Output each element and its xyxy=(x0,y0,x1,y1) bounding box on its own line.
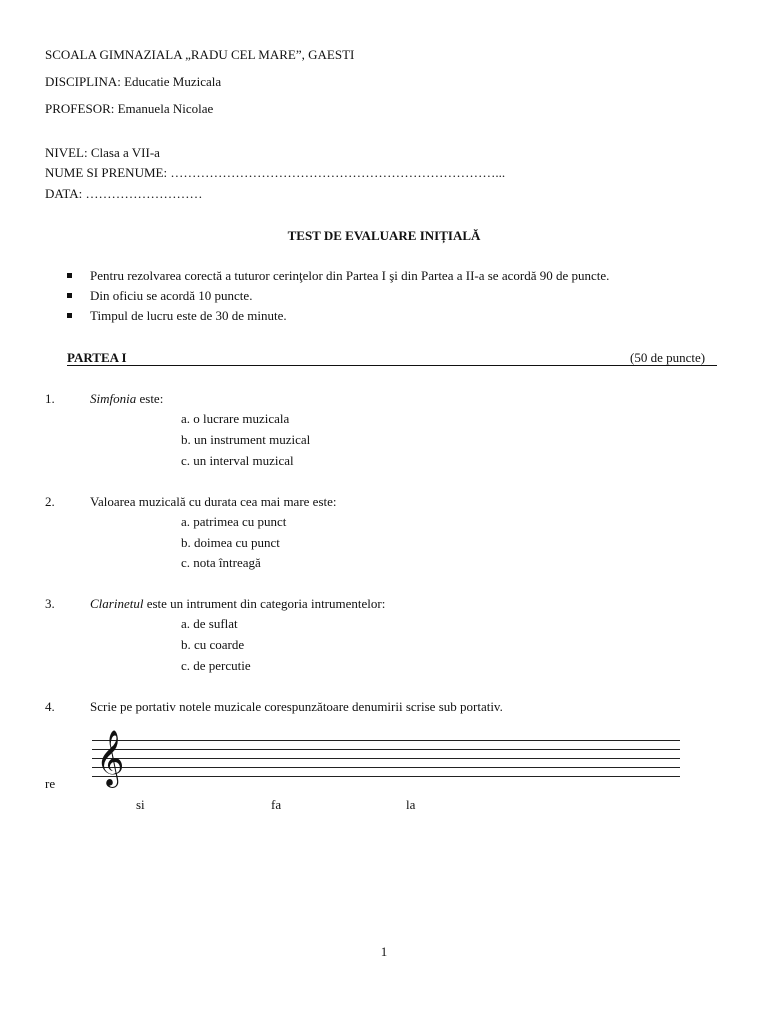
note-name: la xyxy=(406,797,416,812)
question-text: Scrie pe portativ notele muzicale corespunzătoare denumirii scrise sub portativ. xyxy=(90,699,503,714)
question-text: Simfonia este: xyxy=(90,391,164,406)
staff-line xyxy=(92,740,680,741)
instruction-item: Din oficiu se acordă 10 puncte. xyxy=(67,288,609,308)
note-name: si xyxy=(136,797,145,812)
question-emphasis: Clarinetul xyxy=(90,596,144,611)
answer-option: b. cu coarde xyxy=(181,637,245,652)
instruction-item: Pentru rezolvarea corectă a tuturor cerinţelor din Partea I şi din Partea a II-a se acordă 90 de puncte. xyxy=(67,268,609,288)
discipline: DISCIPLINA: Educatie Muzicala xyxy=(45,74,222,89)
answer-option: b. un instrument muzical xyxy=(181,432,311,447)
question-number: 4. xyxy=(45,699,55,714)
question-emphasis: Simfonia xyxy=(90,391,137,406)
section-underline xyxy=(67,365,717,366)
question-number: 3. xyxy=(45,596,55,611)
instructions-list xyxy=(67,268,609,328)
staff-line xyxy=(92,767,680,768)
section-title: PARTEA I xyxy=(67,350,127,365)
answer-option: a. patrimea cu punct xyxy=(181,514,287,529)
school-name: SCOALA GIMNAZIALA „RADU CEL MARE”, GAESTI xyxy=(45,47,355,62)
staff-line xyxy=(92,758,680,759)
level: NIVEL: Clasa a VII-a xyxy=(45,145,160,160)
page-number: 1 xyxy=(380,944,388,959)
answer-option: c. nota întreagă xyxy=(181,555,261,570)
question-text: Clarinetul este un intrument din categoria intrumentelor: xyxy=(90,596,386,611)
answer-option: b. doimea cu punct xyxy=(181,535,280,550)
question-number: 2. xyxy=(45,494,55,509)
treble-clef-icon: 𝄞 xyxy=(96,730,125,786)
section-points: (50 de puncte) xyxy=(630,350,706,365)
page-title: TEST DE EVALUARE INIȚIALĂ xyxy=(287,228,481,243)
answer-option: c. un interval muzical xyxy=(181,453,294,468)
note-name: fa xyxy=(271,797,282,812)
music-staff[interactable] xyxy=(92,730,680,786)
question-text: Valoarea muzicală cu durata cea mai mare este: xyxy=(90,494,337,509)
staff-line xyxy=(92,749,680,750)
staff-line xyxy=(92,776,680,777)
note-name: re xyxy=(45,776,56,791)
answer-option: c. de percutie xyxy=(181,658,251,673)
question-number: 1. xyxy=(45,391,55,406)
teacher: PROFESOR: Emanuela Nicolae xyxy=(45,101,214,116)
answer-option: a. o lucrare muzicala xyxy=(181,411,290,426)
name-field: NUME SI PRENUME: …………………………………………………………………... xyxy=(45,165,506,180)
answer-option: a. de suflat xyxy=(181,616,238,631)
date-field: DATA: ……………………… xyxy=(45,186,203,201)
instruction-item: Timpul de lucru este de 30 de minute. xyxy=(67,308,609,328)
